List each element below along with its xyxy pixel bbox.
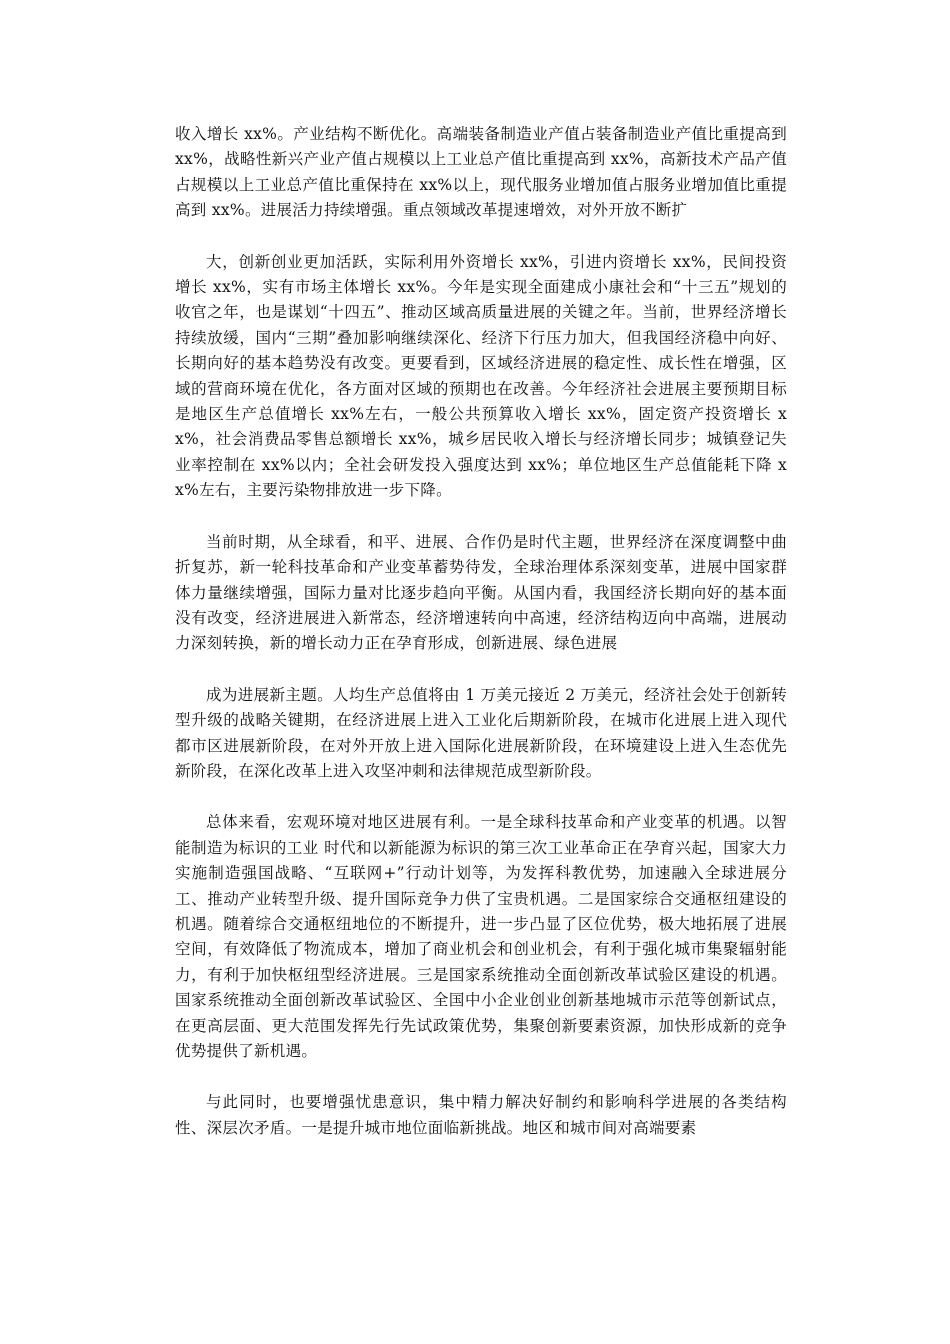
document-page (175, 122, 787, 1167)
paragraph-3: 当前时期，从全球看，和平、进展、合作仍是时代主题，世界经济在深度调整中曲折复苏，新一轮科技革命和产业变革蓄势待发，全球治理体系深刻变革，进展中国家群体力量继续增强，国际力量对比逐步趋向平衡。从国内看，我国经济长期向好的基本面没有改变，经济进展进入新常态，经济增速转向中高速，经济结构迈向中高端，进展动力深刻转换，新的增长动力正在孕育形成，创新进展、绿色进展 (175, 532, 787, 653)
paragraph-6: 与此同时，也要增强忧患意识，集中精力解决好制约和影响科学进展的各类结构性、深层次矛盾。一是提升城市地位面临新挑战。地区和城市间对高端要素 (175, 1093, 787, 1137)
paragraph-2: 大，创新创业更加活跃，实际利用外资增长 xx%，引进内资增长 xx%，民间投资增长 xx%，实有市场主体增长 xx%。今年是实现全面建成小康社会和“十三五”规划的收官之年，也是谋划“十四五”、推动区域高质量进展的关键之年。当前，世界经济增长持续放缓，国内“三期”叠加影响继续深化、经济下行压力加大，但我国经济稳中向好、长期向好的基本趋势没有改变。更要看到，区域经济进展的稳定性、成长性在增强，区域的营商环境在优化，各方面对区域的预期也在改善。今年经济社会进展主要预期目标是地区生产总值增长 xx%左右，一般公共预算收入增长 xx%，固定资产投资增长 xx%，社会消费品零售总额增长 xx%，城乡居民收入增长与经济增长同步；城镇登记失业率控制在 xx%以内；全社会研发投入强度达到 xx%；单位地区生产总值能耗下降 xx%左右，主要污染物排放进一步下降。 (175, 252, 787, 500)
paragraph-5: 总体来看，宏观环境对地区进展有利。一是全球科技革命和产业变革的机遇。以智能制造为标识的工业 时代和以新能源为标识的第三次工业革命正在孕育兴起，国家大力实施制造强国战略、“互联网+”行动计划等，为发挥科教优势，加速融入全球进展分工、推动产业转型升级、提升国际竞争力供了宝贵机遇。二是国家综合交通枢纽建设的机遇。随着综合交通枢纽地位的不断提升，进一步凸显了区位优势，极大地拓展了进展空间，有效降低了物流成本，增加了商业机会和创业机会，有利于强化城市集聚辐射能力，有利于加快枢纽型经济进展。三是国家系统推动全面创新改革试验区建设的机遇。国家系统推动全面创新改革试验区、全国中小企业创业创新基地城市示范等创新试点，在更高层面、更大范围发挥先行先试政策优势，集聚创新要素资源，加快形成新的竞争优势提供了新机遇。 (175, 813, 787, 1060)
paragraph-1: 收入增长 xx%。产业结构不断优化。高端装备制造业产值占装备制造业产值比重提高到 xx%，战略性新兴产业产值占规模以上工业总产值比重提高到 xx%，高新技术产品产值占规模以上工业总产值比重保持在 xx%以上，现代服务业增加值占服务业增加值比重提高到 xx%。进展活力持续增强。重点领域改革提速增效，对外开放不断扩 (175, 125, 787, 220)
paragraph-4: 成为进展新主题。人均生产总值将由 1 万美元接近 2 万美元，经济社会处于创新转型升级的战略关键期，在经济进展上进入工业化后期新阶段，在城市化进展上进入现代都市区进展新阶段，在对外开放上进入国际化进展新阶段，在环境建设上进入生态优先新阶段，在深化改革上进入攻坚冲刺和法律规范成型新阶段。 (175, 685, 787, 780)
